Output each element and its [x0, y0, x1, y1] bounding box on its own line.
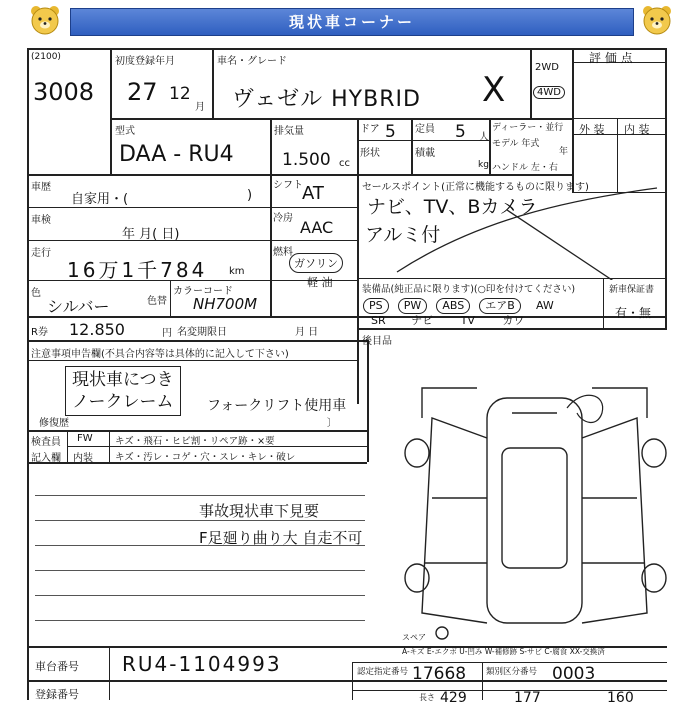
- stamp-line1: 現状車につき: [72, 370, 174, 390]
- chassis-value: RU4-1104993: [122, 652, 282, 676]
- model-year-label: モデル 年式: [492, 139, 540, 149]
- fill-label: 記入欄: [31, 453, 61, 464]
- equipment-row2: [371, 312, 524, 328]
- shift-value: AT: [302, 183, 324, 204]
- certified-number-value: 17668: [412, 664, 467, 684]
- cooler-value: AAC: [300, 218, 334, 237]
- dealer-label: ディーラー・並行: [492, 123, 564, 133]
- car-body-diagram: [392, 378, 682, 643]
- equipment-airbag: エアB: [479, 298, 521, 314]
- cooler-label: 冷房: [273, 213, 293, 224]
- fuel-gasoline: ガソリン: [289, 253, 343, 273]
- vehicle-length-value: 429: [440, 690, 467, 706]
- displacement-unit: cc: [339, 158, 350, 169]
- history-label: 車歴: [31, 182, 51, 193]
- reg-number-label: 登録番号: [35, 688, 79, 701]
- color-code-value: NH700M: [193, 295, 258, 313]
- equipment-abs: ABS: [436, 298, 470, 314]
- vehicle-length-label: 長さ: [419, 693, 435, 702]
- notes-value: フォークリフト使用車: [207, 398, 347, 414]
- history-close: ): [247, 188, 253, 203]
- diagram-legend: A-キズ E-エクボ U-凹み W-補修跡 S-サビ C-腐食 XX-交換済: [402, 647, 605, 656]
- month-unit: 月: [195, 102, 205, 113]
- no-claim-stamp: [65, 366, 181, 416]
- seat-label: 後目品: [362, 336, 392, 347]
- page-title: 現状車コーナー: [70, 8, 634, 36]
- certified-number-label: 認定指定番号: [357, 667, 409, 677]
- warranty-label: 新車保証書: [609, 285, 655, 295]
- displacement-label: 排気量: [274, 126, 304, 137]
- mileage-unit: km: [229, 266, 245, 277]
- notes-label: 注意事項申告欄(不具合内容等は具体的に記入して下さい): [31, 349, 289, 360]
- selling-points-line2: アルミ付: [365, 224, 441, 246]
- color-code-label: カラーコード: [173, 286, 233, 297]
- spare-label: スペア: [402, 633, 426, 642]
- mileage-value: 16万1千784: [67, 258, 208, 282]
- interior-label: 内 装: [624, 123, 650, 136]
- category-value: 0003: [552, 664, 596, 684]
- inspection-label: 車検: [31, 215, 51, 226]
- stamp-line2: ノークレーム: [72, 392, 174, 412]
- first-registration-label: 初度登録年月: [115, 56, 175, 67]
- door-label: ドア: [360, 124, 380, 135]
- equipment-aw: AW: [535, 299, 554, 312]
- vehicle-width-value: 177: [514, 690, 541, 706]
- equipment-ps: PS: [363, 298, 389, 314]
- load-label: 積載: [415, 148, 435, 159]
- year-unit: 年: [559, 147, 569, 157]
- equipment-label: 装備品(純正品に限ります)(○印を付けてください): [362, 284, 576, 295]
- lot-number: 3008: [33, 78, 95, 106]
- equipment-row1: [363, 294, 564, 314]
- equipment-pw: PW: [398, 298, 428, 314]
- remarks-line2: F足廻り曲り大 自走不可: [199, 529, 363, 547]
- exterior-label: 外 装: [579, 123, 605, 136]
- car-grade: X: [482, 70, 506, 110]
- equipment-leather: カワ: [502, 314, 525, 327]
- capacity-value: 5: [455, 122, 466, 142]
- drive-4wd: 4WD: [533, 86, 565, 99]
- header-bar: [0, 0, 700, 40]
- auction-sheet: [27, 40, 672, 706]
- vehicle-height-value: 160: [607, 690, 634, 706]
- color-value: シルバー: [47, 297, 110, 316]
- inspection-value: 年 月( 日): [122, 227, 180, 242]
- fuel-label: 燃料: [273, 247, 293, 258]
- kg-unit: kg: [478, 160, 489, 170]
- recycle-value: 12.850: [69, 320, 125, 339]
- exterior-damage-legend: キズ・飛石・ヒビ割・リペア跡・×要: [115, 436, 275, 447]
- category-label: 類別区分番号: [486, 667, 538, 677]
- car-name-label: 車名・グレード: [217, 56, 287, 67]
- yen-unit: 円: [162, 328, 172, 339]
- equipment-sr: SR: [371, 314, 386, 327]
- warranty-value: 有・無: [615, 306, 652, 320]
- strike-through-mark: [357, 180, 667, 280]
- chassis-label: 車台番号: [35, 660, 79, 673]
- capacity-unit: 人: [479, 132, 489, 143]
- first-registration-month: 12: [169, 84, 191, 104]
- color-label: 色: [31, 288, 41, 299]
- recycle-label: R券: [31, 327, 48, 338]
- color-swap-label: 色替: [147, 296, 167, 307]
- sheet-code: (2100): [31, 52, 61, 62]
- equipment-navi: ナビ: [411, 314, 434, 327]
- bear-mascot-icon: [640, 4, 674, 36]
- name-change-value: 月 日: [295, 327, 319, 338]
- bear-mascot-icon: [28, 4, 62, 36]
- shift-label: シフト: [273, 180, 303, 191]
- interior-damage-legend: キズ・汚レ・コゲ・穴・スレ・キレ・破レ: [115, 452, 296, 463]
- selling-points-label: セールスポイント(正常に機能するものに限ります): [362, 182, 589, 193]
- fuel-diesel: 軽 油: [307, 276, 333, 289]
- history-value: 自家用・(: [71, 192, 129, 207]
- interior-short-label: 内装: [73, 453, 93, 464]
- repair-label: 修復歴: [39, 418, 69, 429]
- model-value: DAA - RU4: [119, 142, 234, 167]
- selling-points-line1: ナビ、TV、Bカメラ: [367, 196, 538, 218]
- first-registration-year: 27: [127, 78, 158, 106]
- drive-2wd: 2WD: [535, 62, 559, 73]
- car-name: ヴェゼル HYBRID: [232, 87, 421, 112]
- inspector-label: 検査員: [31, 437, 61, 448]
- capacity-label: 定員: [415, 124, 435, 135]
- handle-label: ハンドル 左・右: [492, 163, 558, 173]
- shape-label: 形状: [360, 148, 380, 159]
- rating-label: 評 価 点: [589, 51, 633, 65]
- repair-close: 〕: [327, 418, 337, 429]
- equipment-tv: TV: [460, 314, 475, 327]
- model-label: 型式: [115, 126, 135, 137]
- door-value: 5: [385, 122, 396, 142]
- name-change-label: 名変期限日: [177, 327, 227, 338]
- remarks-line1: 事故現状車下見要: [199, 502, 320, 520]
- displacement-value: 1.500: [282, 150, 331, 170]
- fw-label: FW: [77, 433, 93, 444]
- mileage-label: 走行: [31, 248, 51, 259]
